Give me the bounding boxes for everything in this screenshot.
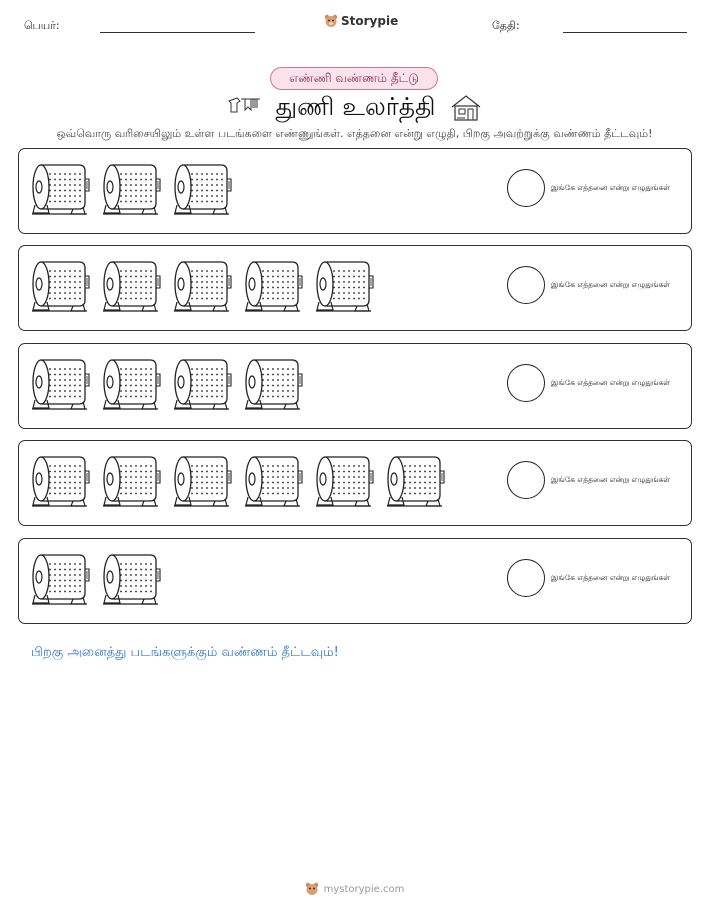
clothes-dryer-icon — [100, 453, 161, 509]
clothes-dryer-icon — [100, 356, 161, 412]
answer-circle[interactable] — [507, 169, 545, 207]
count-row-5 — [18, 538, 692, 624]
name-write-line[interactable] — [100, 32, 255, 33]
brand-logo — [324, 14, 398, 28]
clothes-dryer-icon — [29, 161, 90, 217]
answer-hint: இங்கே எத்தனை என்று எழுதுங்கள் — [551, 280, 671, 289]
name-label: பெயர்: — [24, 19, 60, 32]
item-group — [29, 453, 445, 509]
answer-circle[interactable] — [507, 364, 545, 402]
item-group — [29, 258, 374, 314]
clothes-dryer-icon — [100, 258, 161, 314]
house-icon — [450, 94, 482, 122]
brand-name: Storypie — [341, 14, 399, 28]
site-footer — [0, 882, 709, 896]
item-group — [29, 161, 232, 217]
date-label: தேதி: — [492, 19, 520, 32]
count-row-1 — [18, 148, 692, 234]
clothes-dryer-icon — [171, 453, 232, 509]
storypie-bear-icon — [305, 882, 319, 896]
item-group — [29, 551, 161, 607]
item-group — [29, 356, 303, 412]
clothes-dryer-icon — [313, 453, 374, 509]
site-url: mystorypie.com — [323, 883, 405, 895]
storypie-bear-icon — [324, 14, 338, 28]
closing-note: பிறகு அனைத்து படங்களுக்கும் வண்ணம் தீட்டவும்! — [31, 645, 339, 660]
answer-circle[interactable] — [507, 461, 545, 499]
page-title-row — [0, 91, 709, 125]
clothes-dryer-icon — [242, 356, 303, 412]
badge-label: எண்ணி வண்ணம் தீட்டு — [289, 70, 419, 85]
count-row-2 — [18, 245, 692, 331]
clothes-dryer-icon — [313, 258, 374, 314]
clothes-dryer-icon — [242, 453, 303, 509]
laundry-icon — [227, 95, 261, 121]
date-write-line[interactable] — [563, 32, 687, 33]
clothes-dryer-icon — [171, 258, 232, 314]
clothes-dryer-icon — [29, 258, 90, 314]
answer-hint: இங்கே எத்தனை என்று எழுதுங்கள் — [551, 475, 671, 484]
clothes-dryer-icon — [100, 161, 161, 217]
answer-hint: இங்கே எத்தனை என்று எழுதுங்கள் — [551, 378, 671, 387]
clothes-dryer-icon — [171, 161, 232, 217]
answer-circle[interactable] — [507, 266, 545, 304]
clothes-dryer-icon — [384, 453, 445, 509]
answer-circle[interactable] — [507, 559, 545, 597]
answer-hint: இங்கே எத்தனை என்று எழுதுங்கள் — [551, 183, 671, 192]
clothes-dryer-icon — [100, 551, 161, 607]
clothes-dryer-icon — [171, 356, 232, 412]
count-row-4 — [18, 440, 692, 526]
activity-badge — [270, 67, 438, 90]
answer-hint: இங்கே எத்தனை என்று எழுதுங்கள் — [551, 573, 671, 582]
clothes-dryer-icon — [242, 258, 303, 314]
instructions: ஒவ்வொரு வரிசையிலும் உள்ள படங்களை எண்ணுங்கள். எத்தனை என்று எழுதி, பிறகு அவற்றுக்கு வண்ணம் தீட்டவும்! — [56, 127, 653, 140]
page-title: துணி உலர்த்தி — [275, 91, 436, 121]
clothes-dryer-icon — [29, 356, 90, 412]
clothes-dryer-icon — [29, 453, 90, 509]
count-row-3 — [18, 343, 692, 429]
clothes-dryer-icon — [29, 551, 90, 607]
